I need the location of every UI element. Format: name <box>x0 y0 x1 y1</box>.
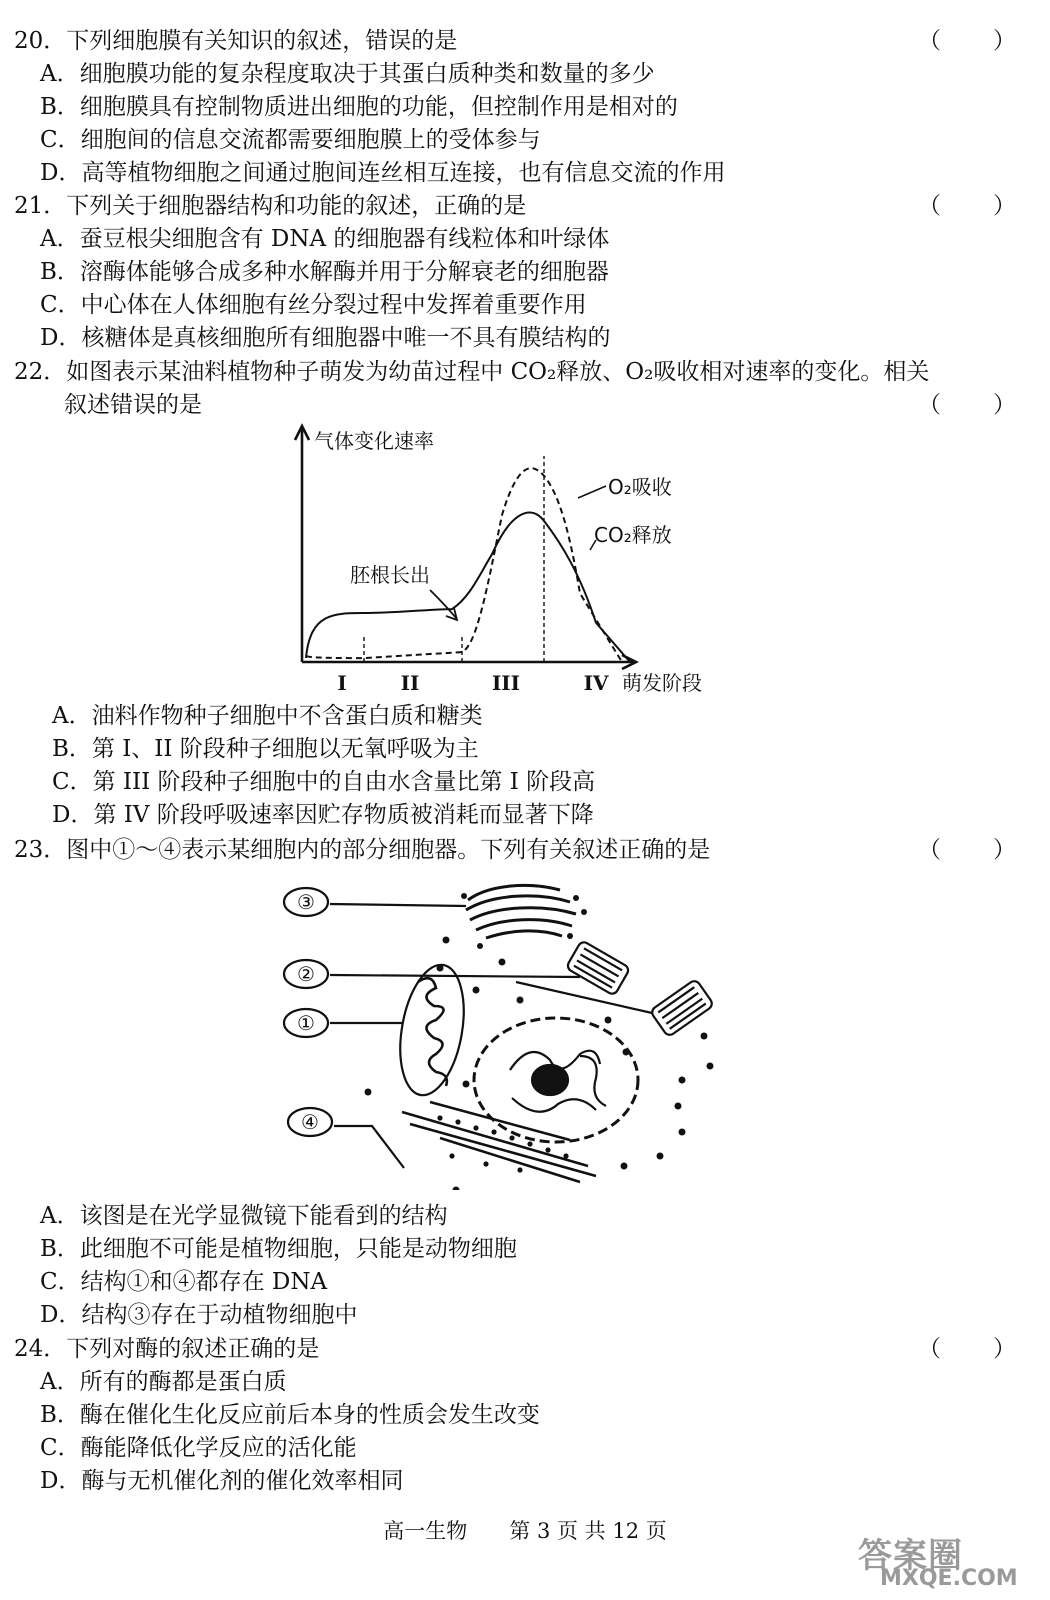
q23-option-b: B．此细胞不可能是植物细胞，只能是动物细胞 <box>40 1236 517 1262</box>
label-2: ② <box>297 962 315 986</box>
q23-stem: 23．图中①～④表示某细胞内的部分细胞器。下列有关叙述正确的是 <box>14 837 711 863</box>
nucleus <box>474 1018 638 1142</box>
q20-option-b: B．细胞膜具有控制物质进出细胞的功能，但控制作用是相对的 <box>40 94 678 120</box>
q21-option-d: D．核糖体是真核细胞所有细胞器中唯一不具有膜结构的 <box>40 325 611 351</box>
x-axis-label: 萌发阶段 <box>622 671 702 695</box>
q22-option-d: D．第 IV 阶段呼吸速率因贮存物质被消耗而显著下降 <box>52 802 594 828</box>
golgi-apparatus <box>466 885 576 938</box>
q21-stem: 21．下列关于细胞器结构和功能的叙述，正确的是 <box>14 193 527 219</box>
leader-line-3 <box>330 904 466 906</box>
q20-option-d: D．高等植物细胞之间通过胞间连丝相互连接，也有信息交流的作用 <box>40 160 726 186</box>
q21-bracket: （ ） <box>918 193 1018 219</box>
leader-line-2 <box>330 975 580 977</box>
q20-stem: 20．下列细胞膜有关知识的叙述，错误的是 <box>14 28 458 54</box>
annotation-arrow <box>430 590 456 618</box>
q22-stem-line1: 22．如图表示某油料植物种子萌发为幼苗过程中 CO₂释放、O₂吸收相对速率的变化。相关 <box>14 359 930 385</box>
q24-bracket: （ ） <box>918 1336 1018 1362</box>
q22-option-b: B．第 I、II 阶段种子细胞以无氧呼吸为主 <box>52 736 479 762</box>
label-4: ④ <box>301 1110 319 1134</box>
stage-tick-label: I <box>337 671 347 695</box>
q20-option-a: A．细胞膜功能的复杂程度取决于其蛋白质种类和数量的多少 <box>40 61 655 87</box>
stage-tick-label: IV <box>583 671 609 695</box>
q24-option-a: A．所有的酶都是蛋白质 <box>40 1369 287 1395</box>
nucleolus <box>532 1065 568 1095</box>
q22-bracket: （ ） <box>918 392 1018 418</box>
q23-option-d: D．结构③存在于动植物细胞中 <box>40 1302 358 1328</box>
q21-option-b: B．溶酶体能够合成多种水解酶并用于分解衰老的细胞器 <box>40 259 609 285</box>
cell-organelle-diagram <box>280 870 750 1190</box>
q24-option-b: B．酶在催化生化反应前后本身的性质会发生改变 <box>40 1402 540 1428</box>
leader-line-4 <box>334 1126 404 1168</box>
page-footer: 高一生物 第 3 页 共 12 页 <box>383 1519 667 1543</box>
mitochondrion <box>391 960 473 1100</box>
watermark-site: MXQE.COM <box>880 1566 1018 1591</box>
y-axis-label: 气体变化速率 <box>314 429 434 453</box>
co2-release-curve <box>306 513 630 662</box>
centriole-upper <box>566 940 630 996</box>
o2-label-leader <box>578 486 606 498</box>
q24-option-d: D．酶与无机催化剂的催化效率相同 <box>40 1468 404 1494</box>
leader-line-2b <box>516 982 652 1013</box>
q23-option-a: A．该图是在光学显微镜下能看到的结构 <box>40 1203 448 1229</box>
co2-series-label: CO₂释放 <box>594 523 672 547</box>
q23-option-c: C．结构①和④都存在 DNA <box>40 1269 328 1295</box>
q20-bracket: （ ） <box>918 28 1018 54</box>
q21-option-c: C．中心体在人体细胞有丝分裂过程中发挥着重要作用 <box>40 292 587 318</box>
q23-bracket: （ ） <box>918 837 1018 863</box>
q24-option-c: C．酶能降低化学反应的活化能 <box>40 1435 357 1461</box>
q20-option-c: C．细胞间的信息交流都需要细胞膜上的受体参与 <box>40 127 541 153</box>
stage-tick-label: III <box>491 671 521 695</box>
endoplasmic-reticulum <box>402 1102 596 1182</box>
q24-stem: 24．下列对酶的叙述正确的是 <box>14 1336 320 1362</box>
q21-option-a: A．蚕豆根尖细胞含有 DNA 的细胞器有线粒体和叶绿体 <box>40 226 610 252</box>
stage-tick-label: II <box>400 671 420 695</box>
centriole-lower <box>650 979 714 1037</box>
q22-stem-line2: 叙述错误的是 <box>64 392 202 418</box>
respiration-rate-chart <box>280 418 740 698</box>
q22-option-c: C．第 III 阶段种子细胞中的自由水含量比第 I 阶段高 <box>52 769 596 795</box>
label-3: ③ <box>297 890 315 914</box>
o2-series-label: O₂吸收 <box>608 475 672 499</box>
annotation-radicle-emerges: 胚根长出 <box>350 563 430 587</box>
watermark-logo: 答案圈 <box>858 1536 963 1576</box>
q22-option-a: A．油料作物种子细胞中不含蛋白质和糖类 <box>52 703 483 729</box>
label-1: ① <box>297 1011 315 1035</box>
